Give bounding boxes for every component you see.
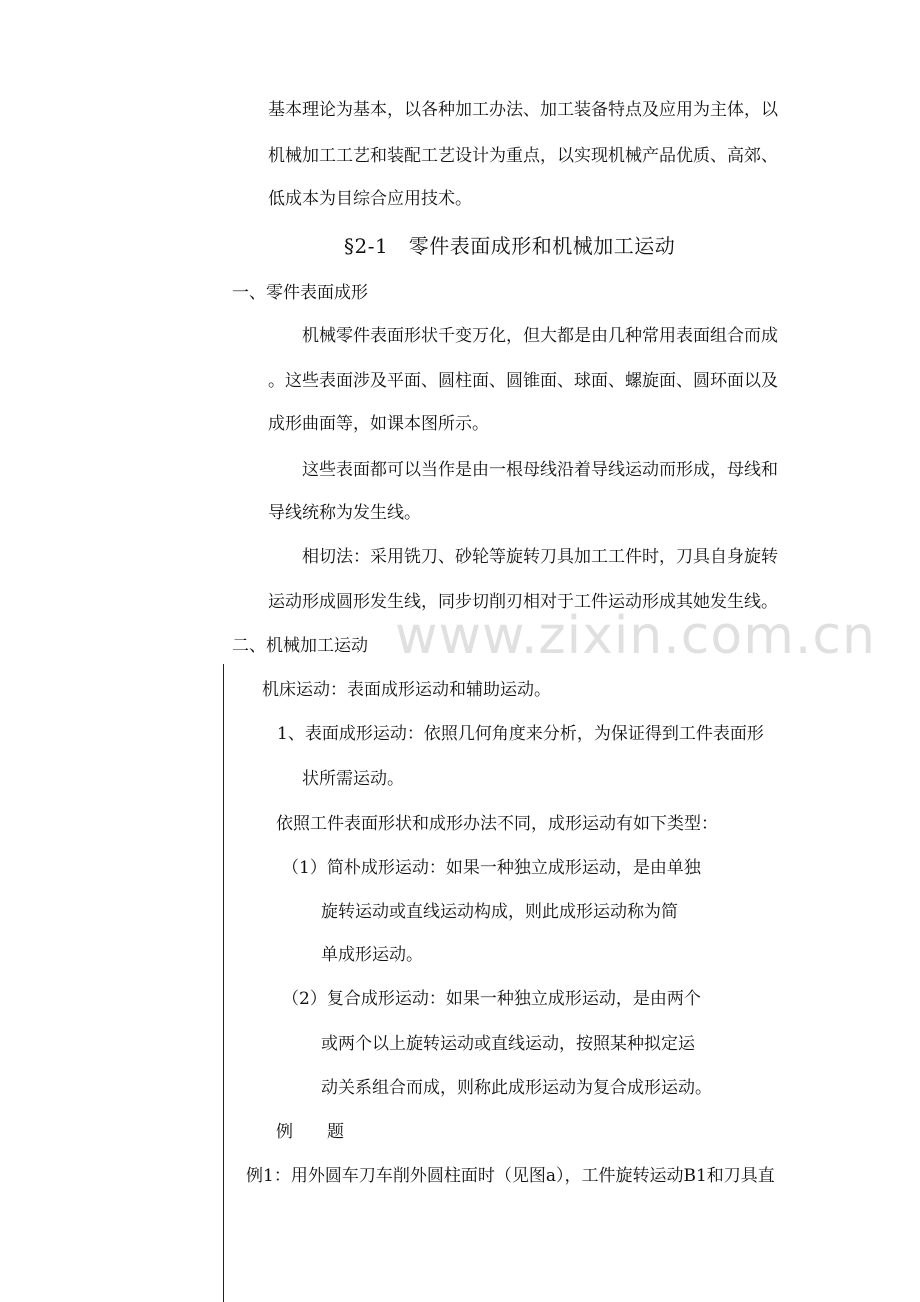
type1-line-2: 旋转运动或直线运动构成，则此成形运动称为简 [321,902,678,922]
example1-line: 例1：用外圆车刀车削外圆柱面时（见图a），工件旋转运动B1和刀具直 [246,1166,775,1186]
machine-motion-line: 机床运动：表面成形运动和辅助运动。 [262,680,551,700]
item1-line-2: 状所需运动。 [302,769,404,789]
example-label: 例 题 [276,1122,344,1142]
type2-line-1: （2）复合成形运动：如果一种独立成形运动，是由两个 [282,989,701,1009]
item1-line-1: 1、表面成形运动：依照几何角度来分析，为保证得到工件表面形 [277,724,764,744]
type2-line-3: 动关系组合而成，则称此成形运动为复合成形运动。 [321,1078,712,1098]
p1-line-1: 机械零件表面形状千变万化，但大都是由几种常用表面组合而成 [302,326,778,346]
p1-line-3: 成形曲面等，如课本图所示。 [268,414,489,434]
type1-line-3: 单成形运动。 [321,945,423,965]
heading-surface-forming: 一、零件表面成形 [232,283,368,303]
p3-line-1: 相切法：采用铣刀、砂轮等旋转刀具加工工件时，刀具自身旋转 [302,547,778,567]
intro-line-2: 机械加工工艺和装配工艺设计为重点，以实现机械产品优质、高郊、 [268,146,778,166]
p2-line-2: 导线统称为发生线。 [268,503,421,523]
type1-line-1: （1）简朴成形运动：如果一种独立成形运动，是由单独 [282,858,701,878]
p2-line-1: 这些表面都可以当作是由一根母线沿着导线运动而形成，母线和 [302,460,778,480]
p1-line-2: 。这些表面涉及平面、圆柱面、圆锥面、球面、螺旋面、圆环面以及 [268,371,778,391]
types-intro: 依照工件表面形状和成形办法不同，成形运动有如下类型： [276,814,718,834]
p3-line-2: 运动形成圆形发生线，同步切削刃相对于工件运动形成其她发生线。 [268,592,778,612]
section-title: §2-1 零件表面成形和机械加工运动 [344,234,676,258]
heading-machining-motion: 二、机械加工运动 [232,636,368,656]
type2-line-2: 或两个以上旋转运动或直线运动，按照某种拟定运 [321,1034,695,1054]
watermark: www.zixin.com.cn [395,606,876,666]
intro-line-3: 低成本为目综合应用技术。 [268,189,472,209]
margin-rule [223,664,224,1302]
intro-line-1: 基本理论为基本，以各种加工办法、加工装备特点及应用为主体，以 [268,100,778,120]
